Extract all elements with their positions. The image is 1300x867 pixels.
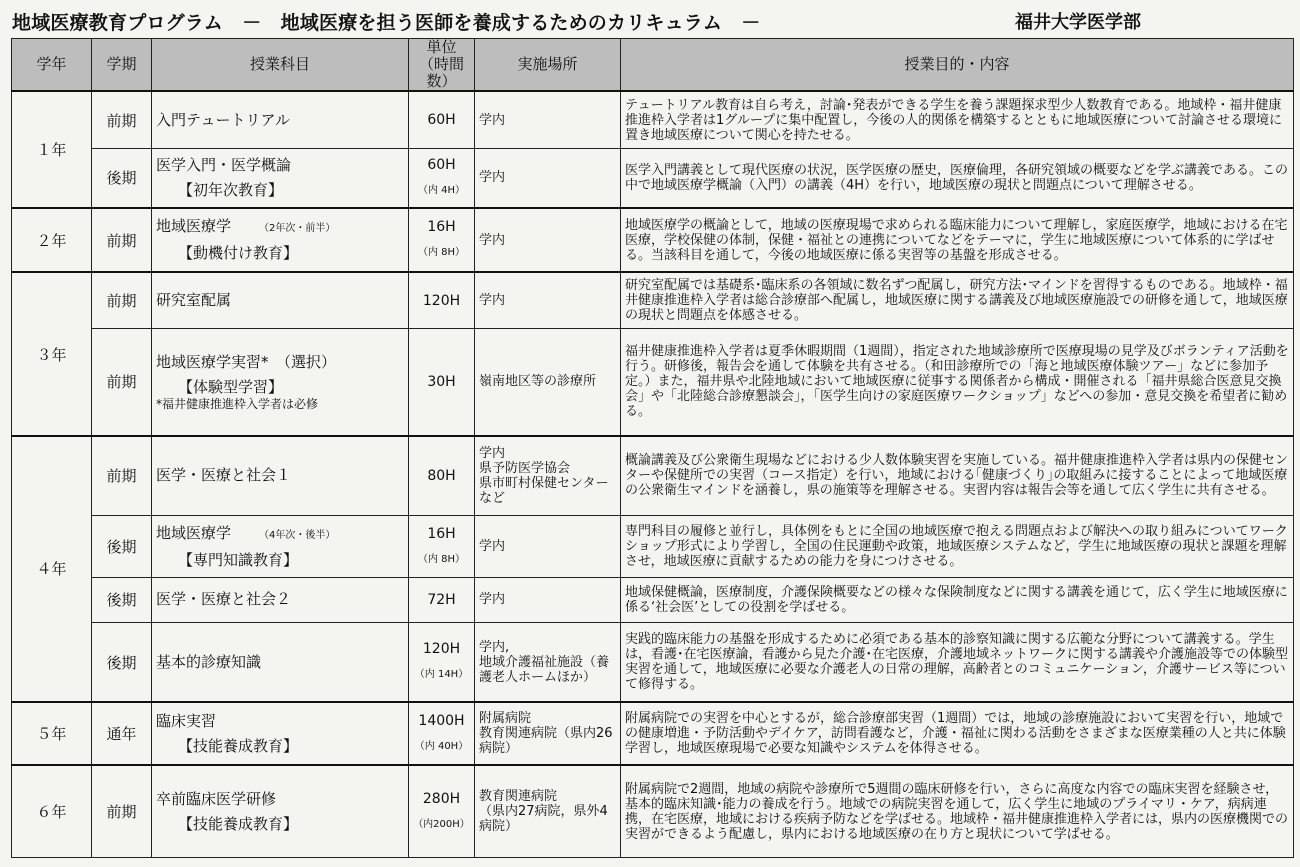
subject-cell [152, 149, 409, 208]
header-term: 学期 [92, 39, 152, 92]
year-cell: ５年 [12, 702, 92, 765]
subject-tag: 【初年次教育】 [178, 180, 284, 199]
header-subject: 授業科目 [152, 39, 409, 92]
subject-cell [152, 765, 409, 857]
header-year: 学年 [12, 39, 92, 92]
table-row [12, 702, 1294, 765]
unit-community-hours: （内 4H） [417, 184, 466, 196]
year-cell: ３年 [12, 272, 92, 435]
subject-name: 研究室配属 [156, 291, 232, 310]
description-cell: 概論講義及び公衆衛生現場などにおける少人数体験実習を実施している。福井健康推進枠入学者は県内の保健センターや保健所での実習（コース指定）を行い，地域における｢健康づくり｣の取組みに接することによって地域医療の公衆衛生マインドを涵養し，県の施策等を理解させる。実習内容は報告会等を通して広く学生に共有させる。 [621, 436, 1294, 516]
table-header-row [12, 39, 1294, 92]
unit-cell [409, 208, 475, 273]
place-cell: 教育関連病院 （県内27病院，県外4病院） [475, 765, 621, 857]
term-cell: 前期 [92, 91, 152, 149]
table-row [12, 91, 1294, 149]
place-cell: 学内 [475, 516, 621, 578]
subject-name: 基本的診療知識 [156, 652, 262, 671]
unit-hours: 80H [427, 467, 456, 484]
subject-tag: 【技能養成教育】 [178, 814, 299, 833]
description-cell: 研究室配属では基礎系･臨床系の各領域に数名ずつ配属し，研究方法･マインドを習得するものである。地域枠・福井健康推進枠入学者は総合診療部へ配属し，地域医療に関する講義及び地域医療施設での研修を通して，地域医療の現状と問題点を体感させる。 [621, 272, 1294, 328]
unit-cell [409, 91, 475, 149]
unit-community-hours: （内 14H） [414, 669, 469, 681]
unit-cell [409, 578, 475, 623]
subject-tag: 【動機付け教育】 [178, 244, 299, 263]
unit-community-hours: （内 8H） [417, 247, 466, 259]
unit-hours: 60H [427, 156, 456, 173]
subject-cell [152, 328, 409, 435]
subject-cell [152, 516, 409, 578]
unit-cell [409, 622, 475, 702]
subject-name: 臨床実習 [156, 711, 217, 730]
description-cell: 専門科目の履修と並行し，具体例をもとに全国の地域医療で抱える問題点および解決への取り組みについてワークショップ形式により学習し，全国の住民運動や政策，地域医療システムなど，学生に地域医療の現状と課題を理解させ，地域医療に貢献するための能力を身につけさせる。 [621, 516, 1294, 578]
unit-community-hours: （内 40H） [414, 740, 469, 752]
subject-cell [152, 208, 409, 273]
subject-name: 地域医療学実習* （選択） [156, 352, 337, 371]
description-cell: 附属病院での実習を中心とするが，総合診療部実習（1週間）では，地域の診療施設において実習を行い，地域での健康増進・予防活動やデイケア，訪問看護など，介護・福祉に関わる活動をさまざまな医療業種の人と共に体験学習し，地域医療現場で必要な知識やシステムを体得させる。 [621, 702, 1294, 765]
description-cell: 福井健康推進枠入学者は夏季休暇期間（1週間），指定された地域診療所で医療現場の見学及びボランティア活動を行う。研修後，報告会を通して体験を共有させる。（和田診療所での「海と地域医療体験ツアー」などに参加予定。）また，福井県や北陸地域において地域医療に従事する関係者から構成・開催される「福井県総合医意見交換会」や「北陸総合診療懇談会」，「医学生向けの家庭医療ワークショップ」などへの参加・意見交換を希望者に勧める。 [621, 328, 1294, 435]
subject-note: （4年次・後半） [259, 529, 336, 541]
subject-cell [152, 622, 409, 702]
header-unit [409, 39, 475, 92]
unit-cell [409, 328, 475, 435]
subject-name: 医学・医療と社会２ [156, 590, 292, 609]
unit-cell [409, 272, 475, 328]
unit-community-hours: （内 8H） [417, 553, 466, 565]
unit-cell [409, 702, 475, 765]
table-row [12, 208, 1294, 273]
term-cell: 後期 [92, 578, 152, 623]
subject-name: 医学・医療と社会１ [156, 466, 292, 485]
header-unit-line2: （時間数） [418, 55, 464, 90]
place-cell: 学内 [475, 91, 621, 149]
place-cell: 学内 県予防医学協会 県市町村保健センターなど [475, 436, 621, 516]
subject-subnote: *福井健康推進枠入学者は必修 [156, 396, 319, 411]
table-row [12, 622, 1294, 702]
description-cell: 医学入門講義として現代医療の状況，医学医療の歴史，医療倫理，各研究領域の概要などを学ぶ講義である。この中で地域医療学概論（入門）の講義（4H）を行い，地域医療の現状と問題点について理解させる。 [621, 149, 1294, 208]
subject-cell [152, 272, 409, 328]
unit-cell [409, 516, 475, 578]
unit-hours: 30H [427, 373, 456, 390]
term-cell: 前期 [92, 208, 152, 273]
unit-hours: 16H [427, 219, 456, 236]
table-row [12, 272, 1294, 328]
unit-hours: 120H [422, 641, 461, 658]
description-cell: 地域保健概論，医療制度，介護保険概要などの様々な保険制度などに関する講義を通じて，広く学生に地域医療に係る‘社会医’としての役割を学ばせる。 [621, 578, 1294, 623]
subject-name: 入門テュートリアル [156, 110, 290, 129]
place-cell: 学内 [475, 578, 621, 623]
description-cell: 実践的臨床能力の基盤を形成するために必須である基本的診察知識に関する広範な分野について講義する。学生は，看護･在宅医療論，看護から見た介護･在宅医療，介護地域ネットワークに関する講義や介護施設等での体験型実習を通して，地域医療に必要な介護老人の日常の理解，高齢者とのコミュニケーション，介護サービス等について修得する。 [621, 622, 1294, 702]
year-cell: ２年 [12, 208, 92, 273]
year-cell: ６年 [12, 765, 92, 857]
place-cell: 学内 [475, 272, 621, 328]
term-cell: 前期 [92, 272, 152, 328]
place-cell: 附属病院 教育関連病院（県内26病院） [475, 702, 621, 765]
place-cell: 学内, 地域介護福祉施設（養護老人ホームほか） [475, 622, 621, 702]
subject-name: 地域医療学 [156, 217, 232, 236]
subject-name: 地域医療学 [156, 523, 232, 542]
year-cell: ４年 [12, 436, 92, 703]
curriculum-table [11, 38, 1294, 858]
unit-cell [409, 149, 475, 208]
year-cell: １年 [12, 91, 92, 208]
subject-tag: 【体験型学習】 [178, 377, 284, 396]
place-cell: 嶺南地区等の診療所 [475, 328, 621, 435]
place-cell: 学内 [475, 149, 621, 208]
subject-cell [152, 91, 409, 149]
description-cell: 地域医療学の概論として，地域の医療現場で求められる臨床能力について理解し，家庭医療学，地域における在宅医療，学校保健の体制，保健・福祉との連携についてなどをテーマに，学生に地域医療について体系的に学ばせる。当該科目を通して，今後の地域医療に係る実習等の基盤を形成させる。 [621, 208, 1294, 273]
unit-hours: 72H [427, 591, 456, 608]
subject-cell [152, 578, 409, 623]
unit-community-hours: （内200H） [413, 818, 470, 830]
term-cell: 後期 [92, 149, 152, 208]
unit-hours: 280H [422, 790, 461, 807]
unit-hours: 120H [422, 292, 461, 309]
description-cell: テュートリアル教育は自ら考え，討論･発表ができる学生を養う課題探求型少人数教育である。地域枠・福井健康推進枠入学者は1グループに集中配置し，今後の人的関係を構築するとともに地域医療について討論させる環境に置き地域医療について関心を持たせる。 [621, 91, 1294, 149]
place-cell: 学内 [475, 208, 621, 273]
subject-tag: 【専門知識教育】 [178, 550, 299, 569]
description-cell: 附属病院で2週間，地域の病院や診療所で5週間の臨床研修を行い，さらに高度な内容での臨床実習を経験させ，基本的臨床知識･能力の養成を行う。地域での病院実習を通して，広く学生に地域のプライマリ・ケア，病病連携，在宅医療，地域における疾病予防などを学ばせる。地域枠・福井健康推進枠入学者には，県内の医療機関での実習ができるよう配慮し，県内における地域医療の在り方と現状について学ばせる。 [621, 765, 1294, 857]
header-purpose: 授業目的・内容 [621, 39, 1294, 92]
table-row [12, 328, 1294, 435]
header-place: 実施場所 [475, 39, 621, 92]
unit-cell [409, 765, 475, 857]
subject-cell [152, 436, 409, 516]
table-row [12, 765, 1294, 857]
document-organization: 福井大学医学部 [1015, 12, 1141, 33]
document-title: 地域医療教育プログラム － 地域医療を担う医師を養成するためのカリキュラム － [12, 12, 761, 34]
term-cell: 通年 [92, 702, 152, 765]
table-row [12, 149, 1294, 208]
unit-hours: 16H [427, 525, 456, 542]
term-cell: 後期 [92, 516, 152, 578]
unit-cell [409, 436, 475, 516]
subject-tag: 【技能養成教育】 [178, 736, 299, 755]
subject-name: 卒前臨床医学研修 [156, 789, 277, 808]
subject-cell [152, 702, 409, 765]
header-unit-line1: 単位 [426, 38, 457, 56]
subject-name: 医学入門・医学概論 [156, 155, 292, 174]
unit-hours: 60H [427, 112, 456, 129]
unit-hours: 1400H [418, 712, 465, 729]
subject-note: （2年次・前半） [259, 223, 336, 235]
table-row [12, 578, 1294, 623]
table-row [12, 516, 1294, 578]
table-row [12, 436, 1294, 516]
term-cell: 後期 [92, 622, 152, 702]
term-cell: 前期 [92, 436, 152, 516]
term-cell: 前期 [92, 765, 152, 857]
term-cell: 前期 [92, 328, 152, 435]
